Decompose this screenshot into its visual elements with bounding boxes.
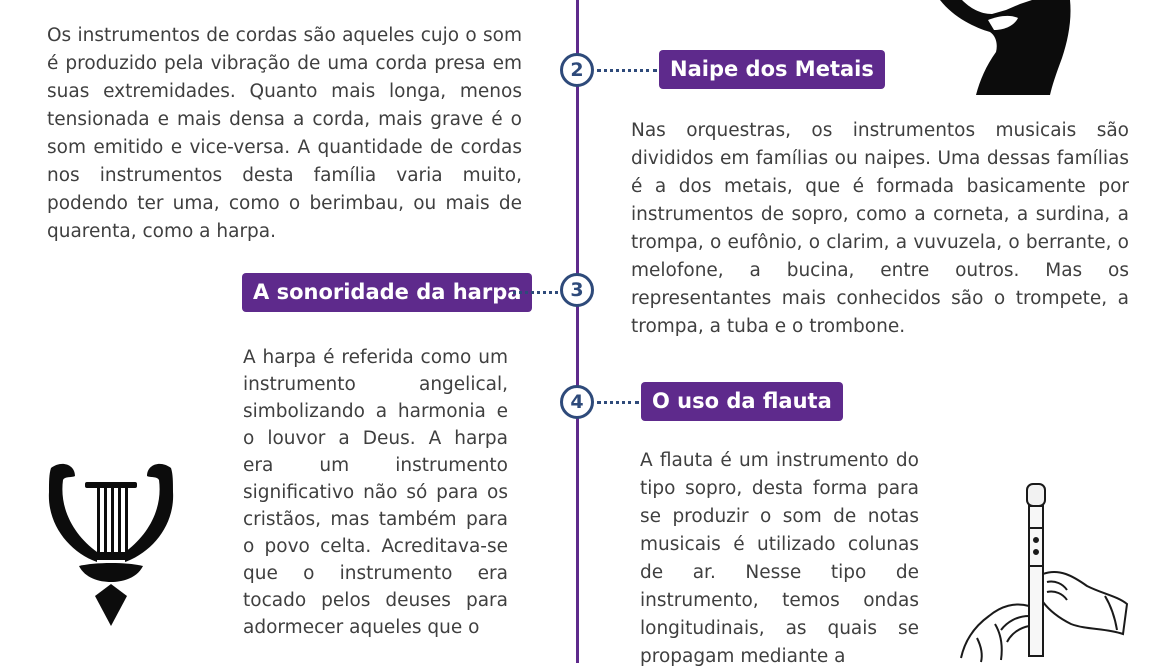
connector-dots: [597, 69, 657, 72]
trumpet-player-silhouette-icon: [940, 0, 1075, 95]
timeline-marker-4: 4: [560, 385, 594, 419]
strings-intro-paragraph: Os instrumentos de cordas são aqueles cujo o som é produzido pela vibração de uma corda presa em suas extremidades. Quanto mais longa, menos tensionada e mais densa a corda, mais grave é o som emitido e vice-versa. A quantidade de cordas nos instrumentos desta família varia muito, podendo ter uma, como o berimbau, ou mais de quarenta, como a harpa.: [47, 25, 522, 242]
hands-playing-flute-icon: [955, 478, 1135, 663]
timeline-marker-2: 2: [560, 53, 594, 87]
section-heading-flauta: O uso da flauta: [641, 382, 843, 421]
timeline-marker-3: 3: [560, 273, 594, 307]
section-text-harpa: A harpa é referida como um instrumento angelical, simbolizando a harmonia e o louvor a Deus. A harpa era um instrumento significativo não só para os cristãos, mas também para o povo celta. Acreditava-se que o instrumento era tocado pelos deuses para adormecer aqueles que o: [243, 347, 508, 638]
timeline-line: [576, 0, 579, 663]
lyre-icon: [45, 458, 177, 628]
section-text-flauta: A flauta é um instrumento do tipo sopro, desta forma para se produzir o som de notas musicais é utilizado colunas de ar. Nesse tipo de instrumento, temos ondas longitudinais, as quais se propagam mediante a: [640, 450, 919, 667]
section-heading-harpa: A sonoridade da harpa: [242, 273, 532, 312]
connector-dots: [513, 291, 558, 294]
section-heading-metais: Naipe dos Metais: [659, 50, 885, 89]
section-text-metais: Nas orquestras, os instrumentos musicais são divididos em famílias ou naipes. Uma dessas famílias é a dos metais, que é formada basicamente por instrumentos de sopro, como a corneta, a surdina, a trompa, o eufônio, o clarim, a vuvuzela, o berrante, o melofone, a bucina, entre outros. Mas os representantes mais conhecidos são o trompete, a trompa, a tuba e o trombone.: [631, 120, 1129, 337]
connector-dots: [597, 401, 639, 404]
